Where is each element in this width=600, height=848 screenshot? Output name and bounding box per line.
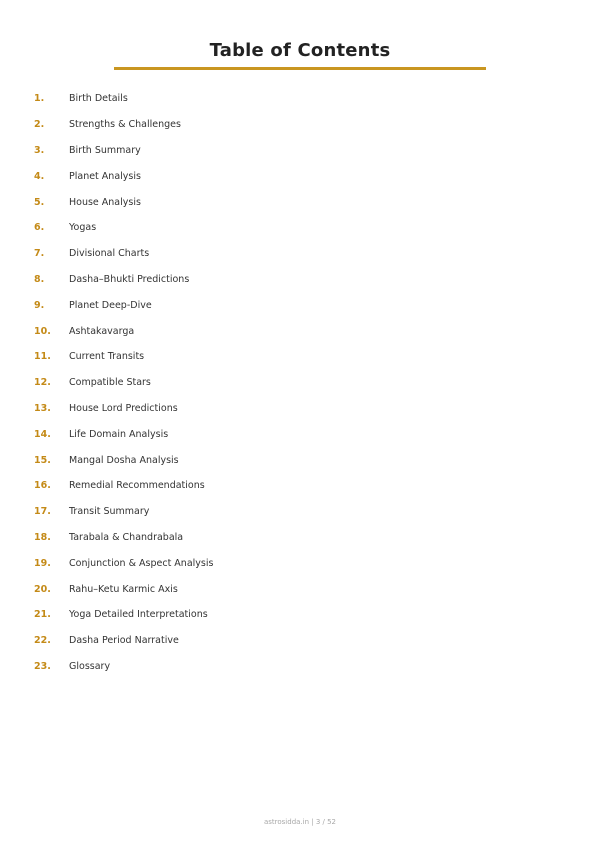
toc-entry-label: Current Transits	[69, 351, 145, 363]
toc-entry-number: 6.	[34, 222, 45, 234]
toc-entry-number: 9.	[34, 299, 45, 311]
toc-entry[interactable]	[0, 112, 600, 138]
toc-entry[interactable]	[0, 421, 600, 447]
toc-entry-label: Dasha–Bhukti Predictions	[69, 273, 190, 285]
toc-entry-label: Conjunction & Aspect Analysis	[69, 557, 214, 569]
toc-entry-number: 17.	[34, 506, 51, 518]
toc-entry-label: Birth Details	[69, 93, 128, 105]
toc-entry[interactable]	[0, 654, 600, 680]
toc-entry-label: Tarabala & Chandrabala	[69, 531, 184, 543]
toc-entry-number: 20.	[34, 583, 51, 595]
toc-entry[interactable]	[0, 86, 600, 112]
toc-entry[interactable]	[0, 241, 600, 267]
toc-entry-number: 8.	[34, 273, 45, 285]
toc-entry-label: Ashtakavarga	[69, 325, 135, 337]
toc-entry-number: 16.	[34, 480, 51, 492]
toc-entry-label: Transit Summary	[69, 506, 150, 518]
toc-entry-label: Strengths & Challenges	[69, 119, 181, 131]
toc-entry-label: Remedial Recommendations	[69, 480, 205, 492]
toc-entry[interactable]	[0, 267, 600, 293]
toc-entry-number: 2.	[34, 119, 45, 131]
toc-entry-number: 5.	[34, 196, 45, 208]
toc-entry[interactable]	[0, 344, 600, 370]
toc-entry-number: 19.	[34, 557, 51, 569]
toc-entry-number: 18.	[34, 531, 51, 543]
toc-entry-number: 7.	[34, 248, 45, 260]
toc-entry[interactable]	[0, 318, 600, 344]
toc-entry[interactable]	[0, 525, 600, 551]
toc-entry-number: 10.	[34, 325, 51, 337]
toc-entry-number: 12.	[34, 377, 51, 389]
toc-entry-label: Glossary	[69, 660, 111, 672]
toc-entry-number: 14.	[34, 428, 51, 440]
toc-entry[interactable]	[0, 447, 600, 473]
toc-entry-number: 21.	[34, 609, 51, 621]
toc-entry-number: 4.	[34, 170, 45, 182]
page-title: Table of Contents	[209, 40, 391, 61]
toc-entry-number: 15.	[34, 454, 51, 466]
toc-entry[interactable]	[0, 396, 600, 422]
toc-entry[interactable]	[0, 576, 600, 602]
toc-entry-label: Yoga Detailed Interpretations	[69, 609, 208, 621]
toc-entry-number: 1.	[34, 93, 45, 105]
toc-entry-number: 3.	[34, 144, 45, 156]
toc-entry[interactable]	[0, 602, 600, 628]
toc-entry[interactable]	[0, 550, 600, 576]
toc-entry[interactable]	[0, 215, 600, 241]
toc-entry[interactable]	[0, 370, 600, 396]
toc-entry-label: House Analysis	[69, 196, 141, 208]
toc-entry-label: House Lord Predictions	[69, 402, 178, 414]
toc-entry-number: 13.	[34, 402, 51, 414]
toc-entry[interactable]	[0, 138, 600, 164]
toc-entry-label: Yogas	[69, 222, 97, 234]
toc-entry-number: 22.	[34, 635, 51, 647]
title-underline	[114, 67, 486, 70]
toc-entry-label: Life Domain Analysis	[69, 428, 169, 440]
page-footer: astrosidda.in | 3 / 52	[263, 818, 337, 826]
toc-entry-label: Planet Analysis	[69, 170, 141, 182]
toc-entry[interactable]	[0, 473, 600, 499]
toc-entry-label: Planet Deep-Dive	[69, 299, 152, 311]
toc-entry[interactable]	[0, 189, 600, 215]
toc-entry-label: Rahu–Ketu Karmic Axis	[69, 583, 178, 595]
toc-entry-label: Mangal Dosha Analysis	[69, 454, 179, 466]
toc-entry[interactable]	[0, 499, 600, 525]
toc-entry-number: 23.	[34, 660, 51, 672]
toc-entry-label: Birth Summary	[69, 144, 141, 156]
toc-entry[interactable]	[0, 163, 600, 189]
toc-entry[interactable]	[0, 628, 600, 654]
toc-entry-label: Divisional Charts	[69, 248, 150, 260]
toc-entry[interactable]	[0, 292, 600, 318]
toc-entry-label: Compatible Stars	[69, 377, 151, 389]
table-of-contents-list	[0, 86, 600, 679]
toc-entry-number: 11.	[34, 351, 51, 363]
toc-entry-label: Dasha Period Narrative	[69, 635, 179, 647]
